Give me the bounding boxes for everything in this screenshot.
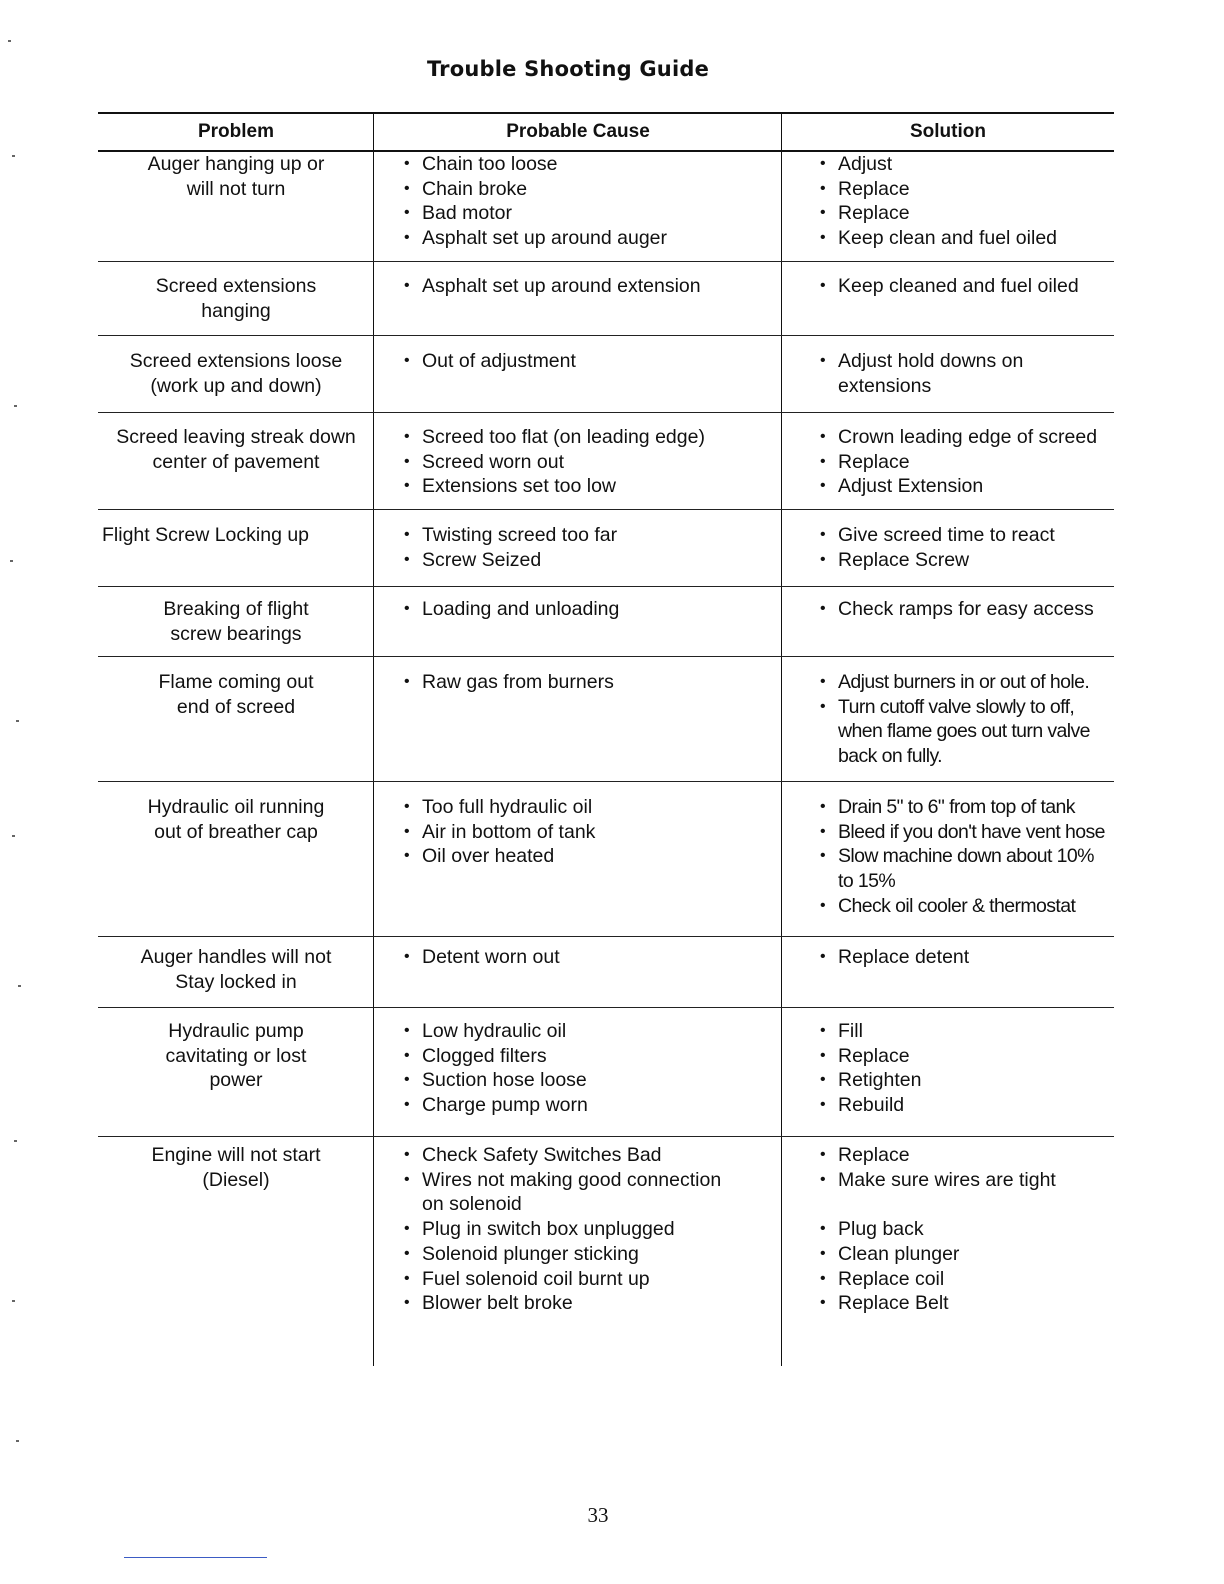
solution-item: • Replace detent [820,945,1114,970]
solution-cell [782,597,1114,656]
solution-item: • Replace coil [820,1267,1114,1292]
problem-cell [98,795,374,936]
solution-item: • Adjust [820,152,1114,177]
solution-item: • Keep cleaned and fuel oiled [820,274,1114,299]
scan-speck [12,835,15,837]
solution-item: • Check oil cooler & thermostat [820,894,1114,919]
cause-item: • Twisting screed too far [404,523,782,548]
scan-speck [12,155,15,157]
cause-item: • Plug in switch box unplugged [404,1217,782,1242]
table-row [98,1008,1114,1137]
cause-item: • Detent worn out [404,945,782,970]
problem-line: Auger handles will not [140,946,332,968]
cause-item: • Extensions set too low [404,474,782,499]
solution-item: • Keep clean and fuel oiled [820,226,1114,251]
problem-line: end of screed [176,695,296,718]
problem-line: (work up and down) [150,374,322,397]
solution-cell [782,1143,1114,1367]
problem-line: Flight Screw Locking up [102,524,310,546]
page-number: 33 [587,1503,609,1527]
problem-line: power [209,1069,263,1092]
scan-speck [18,985,21,987]
cause-item: • Asphalt set up around extension [404,274,782,299]
cause-item: • Air in bottom of tank [404,820,782,845]
solution-spacer [820,1192,1114,1217]
problem-cell [98,425,374,509]
header-solution: Solution [910,121,986,142]
problem-line: Screed extensions loose [129,350,343,372]
problem-cell [98,597,374,656]
cause-item: • Screw Seized [404,548,782,573]
cause-item: • Loading and unloading [404,597,782,622]
problem-line: out of breather cap [154,820,318,843]
solution-item: • Give screed time to react [820,523,1114,548]
solution-item: • Drain 5" to 6" from top of tank [820,795,1114,820]
solution-item: • Bleed if you don't have vent hose [820,820,1114,845]
scan-speck [10,560,13,562]
cause-item: • Fuel solenoid coil burnt up [404,1267,782,1292]
cause-item: • Blower belt broke [404,1291,782,1316]
cause-item: • Raw gas from burners [404,670,782,695]
table-row [98,657,1114,782]
table-row [98,937,1114,1008]
solution-item: • Check ramps for easy access [820,597,1114,622]
table-header [98,114,1114,152]
cause-item: on solenoid [422,1193,522,1216]
solution-item: when flame goes out turn valve [838,720,1090,743]
solution-item: • Adjust Extension [820,474,1114,499]
solution-cell [782,425,1114,509]
table-row [98,510,1114,587]
solution-item: • Plug back [820,1217,1114,1242]
cause-item: • Out of adjustment [404,349,782,374]
solution-item: • Replace Belt [820,1291,1114,1316]
scan-speck [8,40,11,42]
solution-item: • Fill [820,1019,1114,1044]
problem-cell [98,670,374,781]
problem-line: Breaking of flight [163,598,309,620]
solution-item: • Rebuild [820,1093,1114,1118]
solution-item: • Turn cutoff valve slowly to off, [820,695,1114,720]
cause-item: • Low hydraulic oil [404,1019,782,1044]
scan-speck [16,1440,19,1442]
problem-line: Stay locked in [175,970,297,993]
table-row [98,336,1114,413]
cause-cell [374,795,782,936]
cause-cell [374,1143,782,1367]
solution-item: • Make sure wires are tight [820,1168,1114,1193]
solution-item: • Clean plunger [820,1242,1114,1267]
problem-line: Hydraulic oil running [147,796,325,818]
problem-cell [98,152,374,261]
problem-cell [98,945,374,1007]
problem-cell [98,1019,374,1136]
scan-speck [12,1300,15,1302]
table-row [98,782,1114,937]
cause-cell [374,670,782,781]
header-problem: Problem [197,121,275,142]
solution-item: • Replace [820,1044,1114,1069]
page-title: Trouble Shooting Guide [426,57,710,81]
solution-item: • Adjust hold downs on [820,349,1114,374]
cause-item: • Charge pump worn [404,1093,782,1118]
problem-line: Engine will not start [151,1144,321,1166]
cause-item: • Screed too flat (on leading edge) [404,425,782,450]
cause-item: • Oil over heated [404,844,782,869]
solution-cell [782,349,1114,412]
scan-speck [16,720,19,722]
solution-item: • Replace [820,201,1114,226]
cause-item: • Check Safety Switches Bad [404,1143,782,1168]
cause-cell [374,523,782,586]
solution-item: • Adjust burners in or out of hole. [820,670,1114,695]
solution-cell [782,945,1114,1007]
problem-line: screw bearings [170,622,302,645]
cause-cell [374,425,782,509]
solution-item: • Crown leading edge of screed [820,425,1114,450]
table-row [98,413,1114,510]
header-probable-cause: Probable Cause [506,121,650,142]
problem-line: Auger hanging up or [147,153,325,175]
cause-cell [374,152,782,261]
scan-speck [14,405,17,407]
problem-line: Screed extensions [155,275,317,297]
solution-item: • Replace Screw [820,548,1114,573]
solution-item: to 15% [838,870,896,893]
troubleshooting-table [98,112,1114,1367]
solution-item: • Slow machine down about 10% [820,844,1114,869]
cause-cell [374,274,782,335]
cause-item: • Asphalt set up around auger [404,226,782,251]
solution-cell [782,1019,1114,1136]
problem-line: center of pavement [152,450,320,473]
problem-line: Flame coming out [158,671,314,693]
problem-line: cavitating or lost [165,1044,307,1067]
cause-cell [374,349,782,412]
cause-cell [374,597,782,656]
solution-item: back on fully. [838,745,942,768]
table-row [98,152,1114,262]
solution-cell [782,274,1114,335]
cause-item: • Wires not making good connection [404,1168,782,1193]
cause-item: • Clogged filters [404,1044,782,1069]
table-row [98,262,1114,336]
cause-item: • Bad motor [404,201,782,226]
table-row [98,587,1114,657]
problem-line: (Diesel) [202,1168,270,1191]
solution-item: • Replace [820,177,1114,202]
problem-cell [98,274,374,335]
solution-cell [782,523,1114,586]
solution-item: extensions [838,374,932,397]
cause-item: • Too full hydraulic oil [404,795,782,820]
problem-cell [98,349,374,412]
cause-item: • Solenoid plunger sticking [404,1242,782,1267]
solution-cell [782,795,1114,936]
solution-item: • Replace [820,450,1114,475]
problem-cell [98,523,374,586]
footer-rule [124,1557,267,1558]
solution-item: • Retighten [820,1068,1114,1093]
problem-cell [98,1143,374,1367]
cause-item: • Chain too loose [404,152,782,177]
table-row [98,1137,1114,1367]
problem-line: Screed leaving streak down [116,426,356,448]
solution-cell [782,152,1114,261]
cause-item: • Chain broke [404,177,782,202]
scan-speck [14,1140,17,1142]
solution-item: • Replace [820,1143,1114,1168]
cause-item: • Suction hose loose [404,1068,782,1093]
problem-line: hanging [201,299,271,322]
solution-cell [782,670,1114,781]
problem-line: Hydraulic pump [168,1020,304,1042]
cause-cell [374,945,782,1007]
cause-item: • Screed worn out [404,450,782,475]
cause-cell [374,1019,782,1136]
problem-line: will not turn [186,177,286,200]
